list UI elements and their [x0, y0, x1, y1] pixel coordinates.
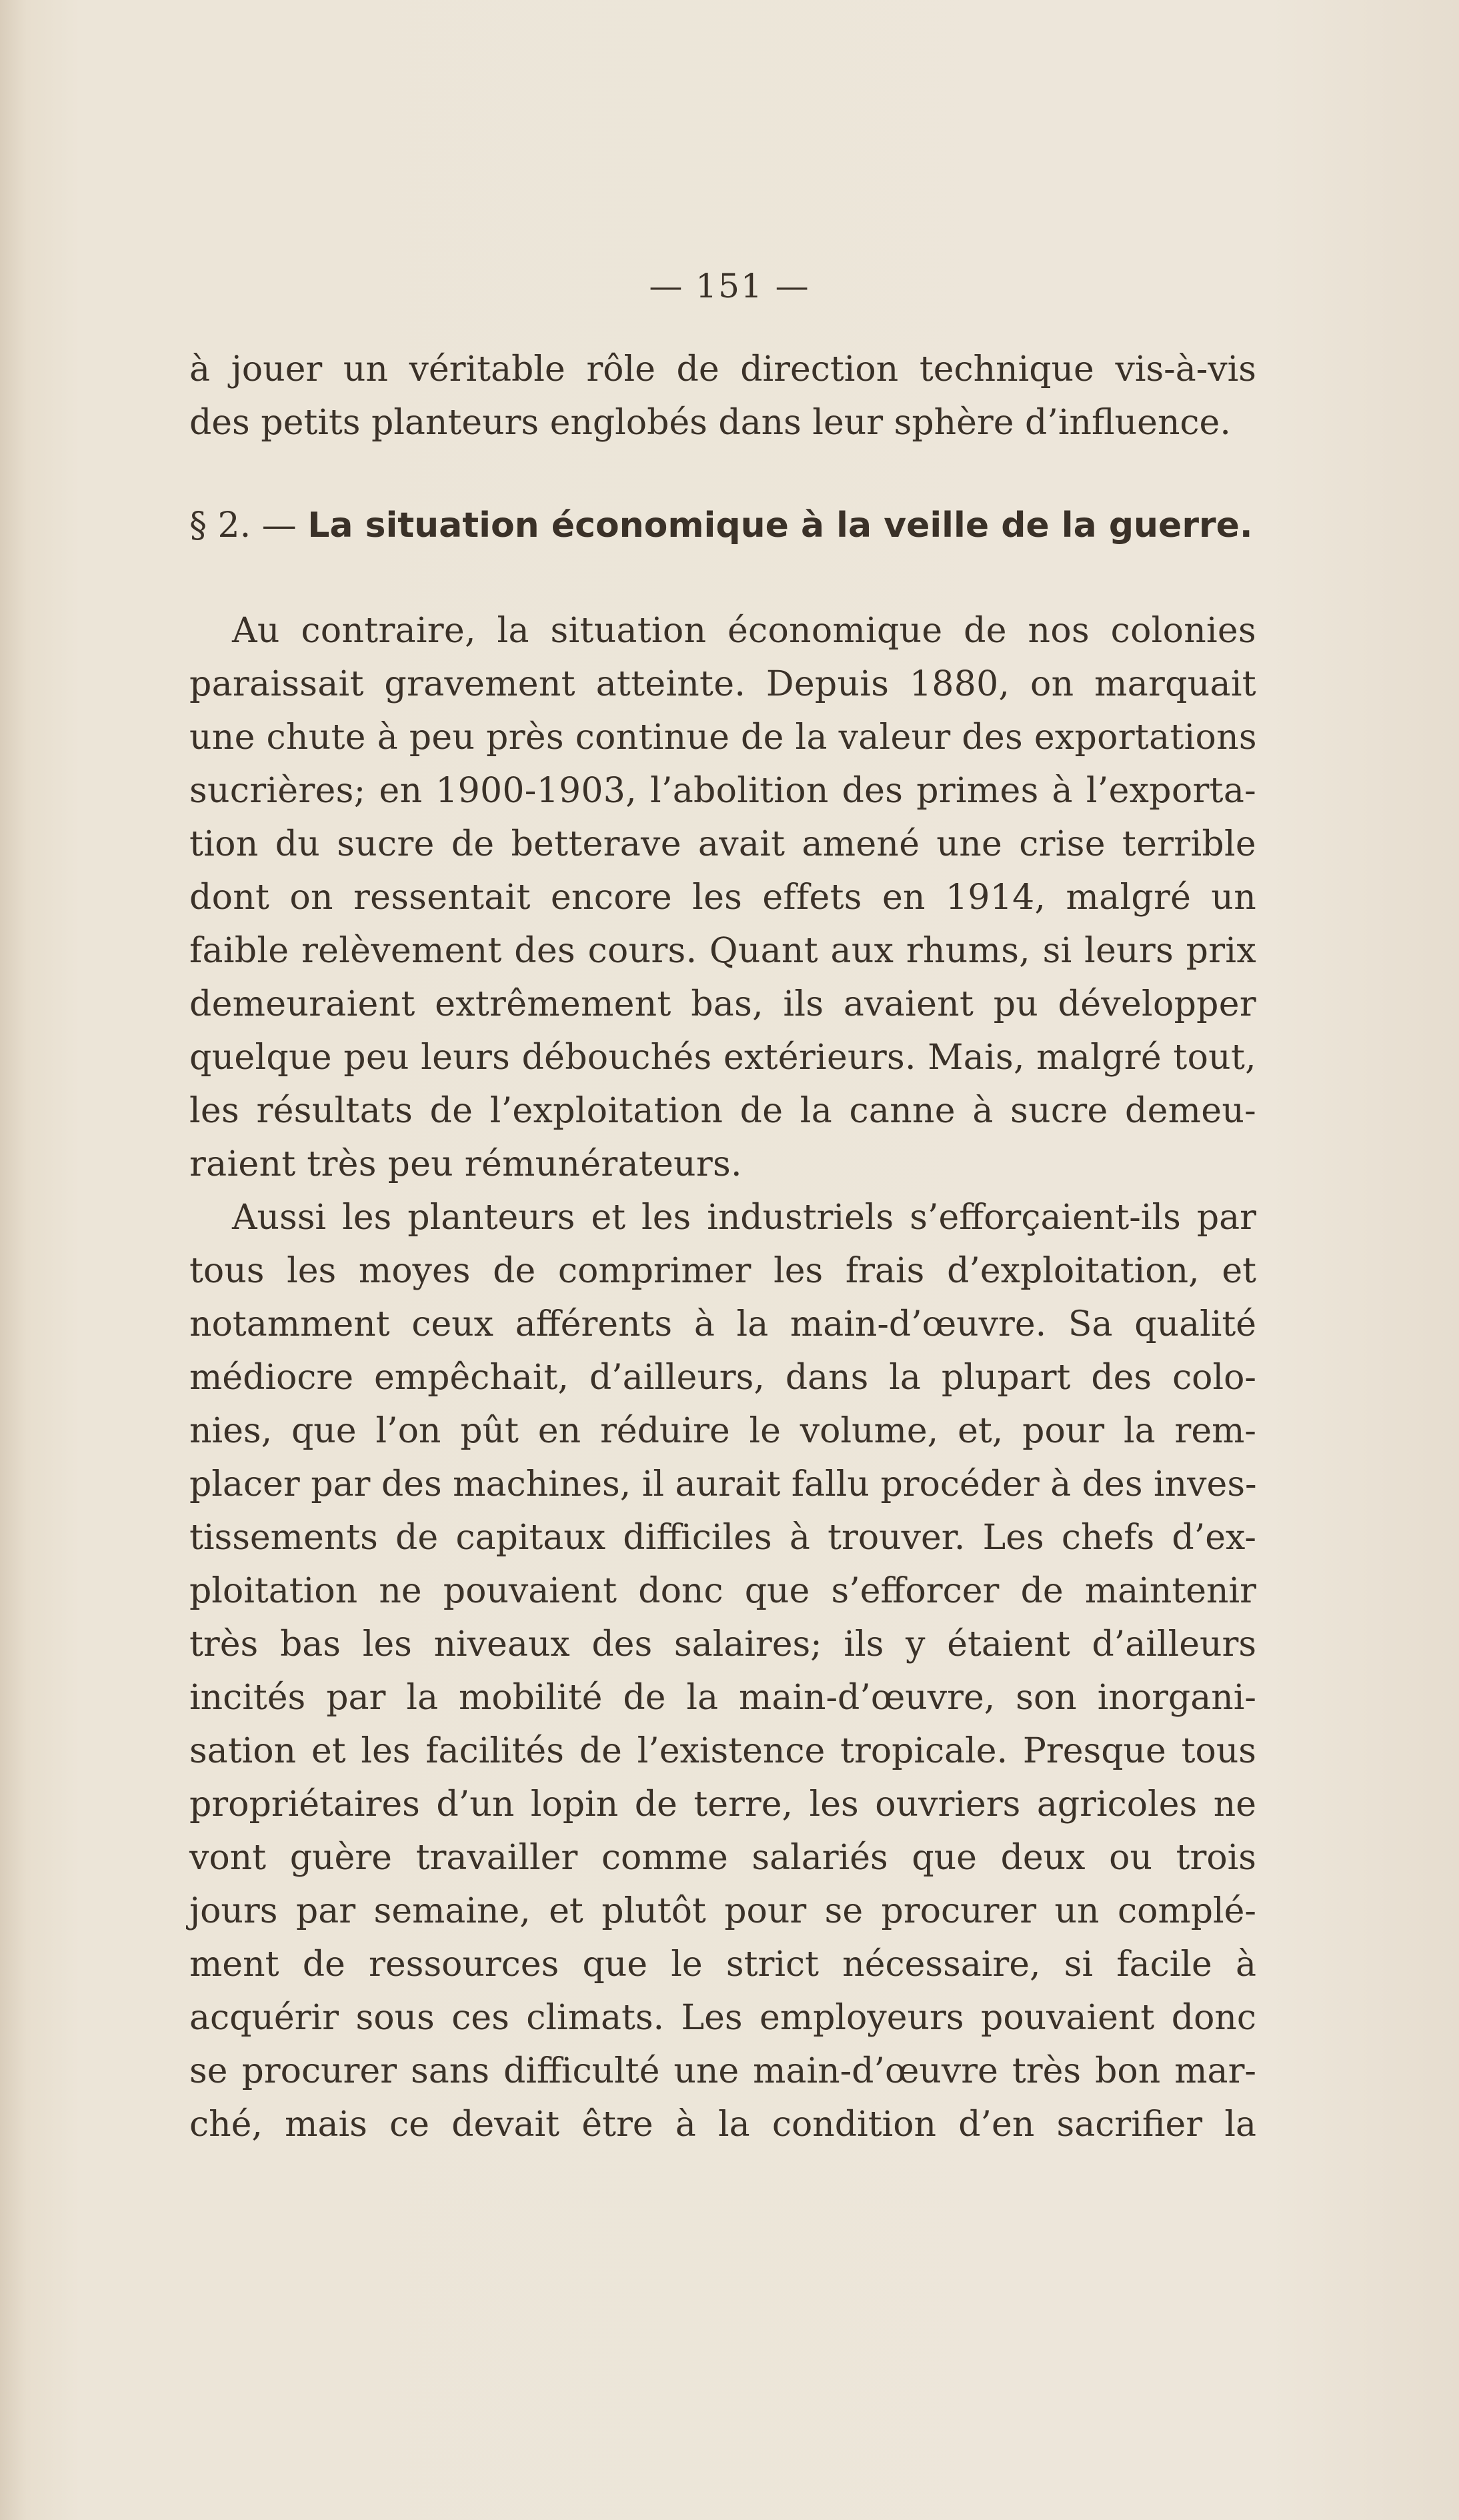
text-line: demeuraient extrêmement bas, ils avaient pu développer: [189, 984, 1256, 1024]
text-line: ment de ressources que le strict nécessaire, si facile à: [189, 1945, 1256, 1985]
text-line: très bas les niveaux des salaires; ils y étaient d’ailleurs: [189, 1624, 1256, 1664]
text-line: propriétaires d’un lopin de terre, les ouvriers agricoles ne: [189, 1784, 1256, 1824]
text-line: raient très peu rémunérateurs.: [189, 1144, 742, 1184]
text-line: sation et les facilités de l’existence tropicale. Presque tous: [189, 1731, 1256, 1771]
text-line: tous les moyes de comprimer les frais d’exploitation, et: [189, 1251, 1256, 1291]
intro-paragraph: [189, 343, 1256, 449]
text-line: tion du sucre de betterave avait amené une crise terrible: [189, 824, 1256, 864]
text-line: incités par la mobilité de la main-d’œuvre, son inorgani-: [189, 1678, 1256, 1718]
section-title: La situation économique à la veille de la guerre.: [307, 505, 1253, 545]
section-marker: § 2. —: [189, 505, 308, 545]
text-line: sucrières; en 1900-1903, l’abolition des primes à l’exporta-: [189, 771, 1256, 811]
text-line: jours par semaine, et plutôt pour se procurer un complé-: [189, 1891, 1256, 1931]
text-line: une chute à peu près continue de la valeur des exportations: [189, 718, 1257, 758]
text-line: Au contraire, la situation économique de nos colonies: [232, 611, 1256, 651]
text-line: les résultats de l’exploitation de la canne à sucre demeu-: [189, 1091, 1256, 1131]
text-line: acquérir sous ces climats. Les employeurs pouvaient donc: [189, 1998, 1256, 2038]
text-line: Aussi les planteurs et les industriels s’efforçaient-ils par: [232, 1198, 1256, 1238]
text-line: ploitation ne pouvaient donc que s’efforcer de maintenir: [189, 1571, 1256, 1611]
text-line: se procurer sans difficulté une main-d’œuvre très bon mar-: [189, 2051, 1256, 2091]
text-line: nies, que l’on pût en réduire le volume, et, pour la rem-: [189, 1411, 1256, 1451]
text-line: médiocre empêchait, d’ailleurs, dans la plupart des colo-: [189, 1358, 1256, 1398]
text-line: à jouer un véritable rôle de direction technique vis-à-vis: [189, 349, 1256, 389]
section-heading: [189, 499, 1256, 552]
text-line: notamment ceux afférents à la main-d’œuvre. Sa qualité: [189, 1304, 1256, 1344]
page-number: — 151 —: [649, 267, 810, 305]
paragraph-2: [189, 1191, 1256, 2151]
text-line: quelque peu leurs débouchés extérieurs. Mais, malgré tout,: [189, 1038, 1256, 1078]
text-line: ché, mais ce devait être à la condition d’en sacrifier la: [189, 2105, 1256, 2145]
page-text: [189, 267, 1256, 2151]
text-line: tissements de capitaux difficiles à trouver. Les chefs d’ex-: [189, 1518, 1256, 1558]
text-line: des petits planteurs englobés dans leur sphère d’influence.: [189, 403, 1231, 443]
text-line: placer par des machines, il aurait fallu procéder à des inves-: [189, 1464, 1257, 1504]
text-line: dont on ressentait encore les effets en 1914, malgré un: [189, 878, 1256, 918]
text-line: faible relèvement des cours. Quant aux rhums, si leurs prix: [189, 931, 1256, 971]
paragraph-1: [189, 604, 1256, 1191]
text-line: paraissait gravement atteinte. Depuis 1880, on marquait: [189, 664, 1256, 704]
text-line: vont guère travailler comme salariés que deux ou trois: [189, 1838, 1256, 1878]
